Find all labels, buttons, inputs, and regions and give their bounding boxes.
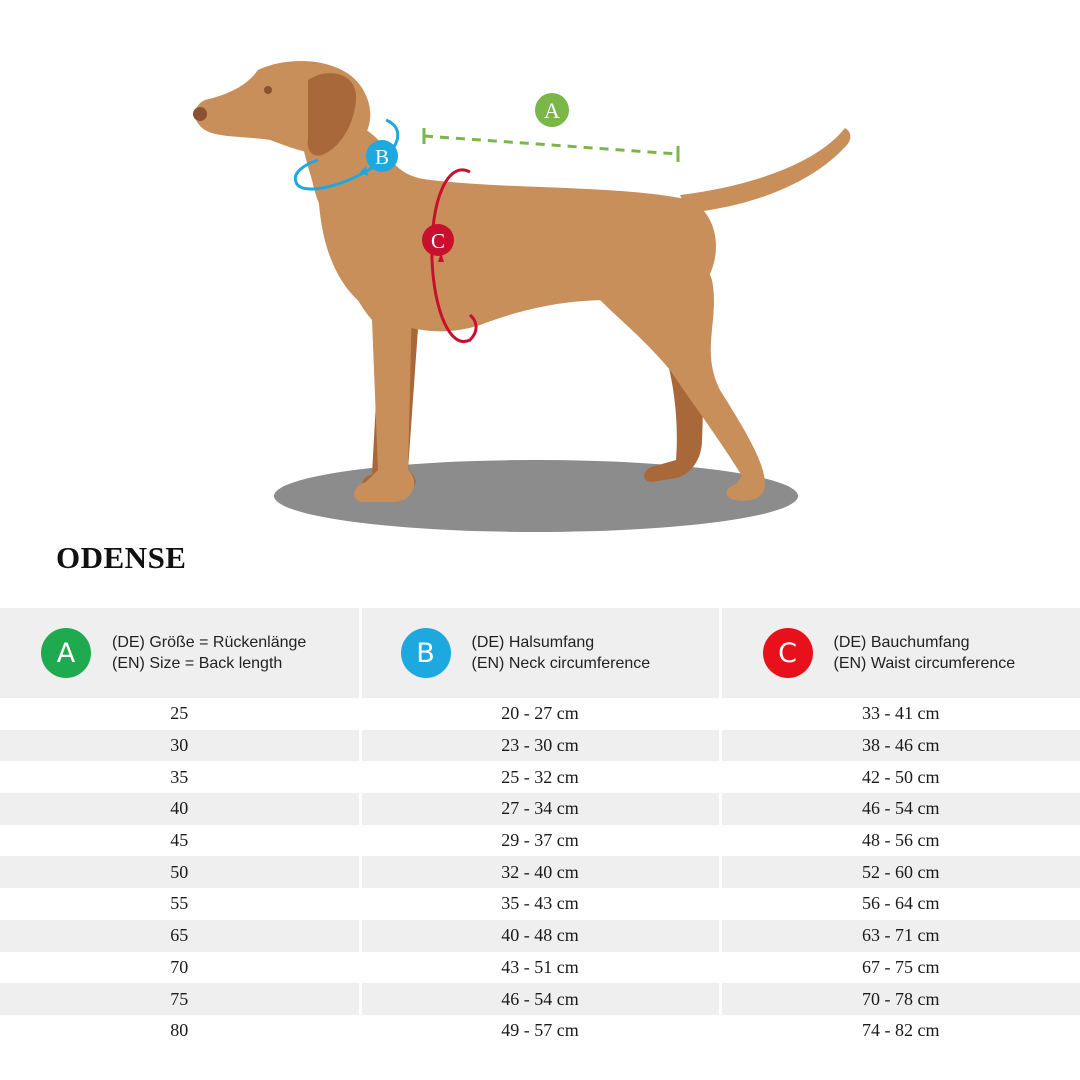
header-waist [720, 608, 1080, 698]
svg-text:C: C [430, 229, 446, 253]
neck-cell: 35 - 43 cm [360, 888, 720, 920]
neck-cell: 40 - 48 cm [360, 920, 720, 952]
size-cell: 55 [0, 888, 360, 920]
table-header-row [0, 608, 1080, 698]
waist-cell: 48 - 56 cm [862, 830, 940, 851]
table-row [0, 761, 1080, 793]
header-neck [360, 608, 720, 698]
table-row [0, 793, 1080, 825]
header-b-en: (EN) Neck circumference [471, 655, 651, 672]
table-row [0, 983, 1080, 1015]
size-table [0, 608, 1080, 1047]
neck-cell: 32 - 40 cm [360, 856, 720, 888]
waist-cell: 46 - 54 cm [720, 793, 1080, 825]
waist-cell: 56 - 64 cm [862, 893, 940, 914]
waist-cell: 38 - 46 cm [720, 730, 1080, 762]
neck-cell: 29 - 37 cm [360, 825, 720, 857]
measure-a-back-length [424, 93, 678, 162]
badge-b: B [401, 628, 451, 678]
ground-shadow [274, 460, 798, 532]
table-row [0, 1015, 1080, 1047]
table-row [0, 920, 1080, 952]
size-cell: 75 [0, 983, 360, 1015]
header-c-de: (DE) Bauchumfang [833, 634, 970, 651]
badge-c: C [763, 628, 813, 678]
size-cell: 65 [0, 920, 360, 952]
neck-cell: 20 - 27 cm [360, 698, 720, 730]
waist-cell: 67 - 75 cm [862, 956, 940, 977]
header-a-en: (EN) Size = Back length [112, 655, 283, 672]
waist-cell: 42 - 50 cm [862, 766, 940, 787]
neck-cell: 46 - 54 cm [360, 983, 720, 1015]
header-c-en: (EN) Waist circumference [833, 655, 1016, 672]
size-cell: 80 [0, 1015, 360, 1047]
table-row [0, 825, 1080, 857]
neck-cell: 43 - 51 cm [360, 952, 720, 984]
size-cell: 35 [0, 761, 360, 793]
dog-nose [193, 107, 207, 121]
size-cell: 45 [0, 825, 360, 857]
svg-text:B: B [374, 145, 390, 169]
table-row [0, 730, 1080, 762]
waist-cell: 63 - 71 cm [720, 920, 1080, 952]
waist-cell: 33 - 41 cm [862, 703, 940, 724]
waist-cell: 74 - 82 cm [862, 1020, 940, 1041]
neck-cell: 25 - 32 cm [360, 761, 720, 793]
svg-text:A: A [544, 98, 560, 123]
waist-cell: 52 - 60 cm [720, 856, 1080, 888]
header-b-de: (DE) Halsumfang [471, 634, 595, 651]
header-a-de: (DE) Größe = Rückenlänge [112, 634, 307, 651]
neck-cell: 27 - 34 cm [360, 793, 720, 825]
dog-tail [680, 128, 850, 213]
dog-eye [264, 86, 272, 94]
size-cell: 70 [0, 952, 360, 984]
neck-cell: 23 - 30 cm [360, 730, 720, 762]
size-cell: 30 [0, 730, 360, 762]
header-back-length [0, 608, 360, 698]
waist-cell: 70 - 78 cm [720, 983, 1080, 1015]
product-title: ODENSE [56, 540, 187, 575]
size-cell: 25 [0, 698, 360, 730]
table-row [0, 952, 1080, 984]
neck-cell: 49 - 57 cm [360, 1015, 720, 1047]
table-row [0, 856, 1080, 888]
size-cell: 50 [0, 856, 360, 888]
badge-a: A [41, 628, 91, 678]
table-row [0, 698, 1080, 730]
size-cell: 40 [0, 793, 360, 825]
table-row [0, 888, 1080, 920]
